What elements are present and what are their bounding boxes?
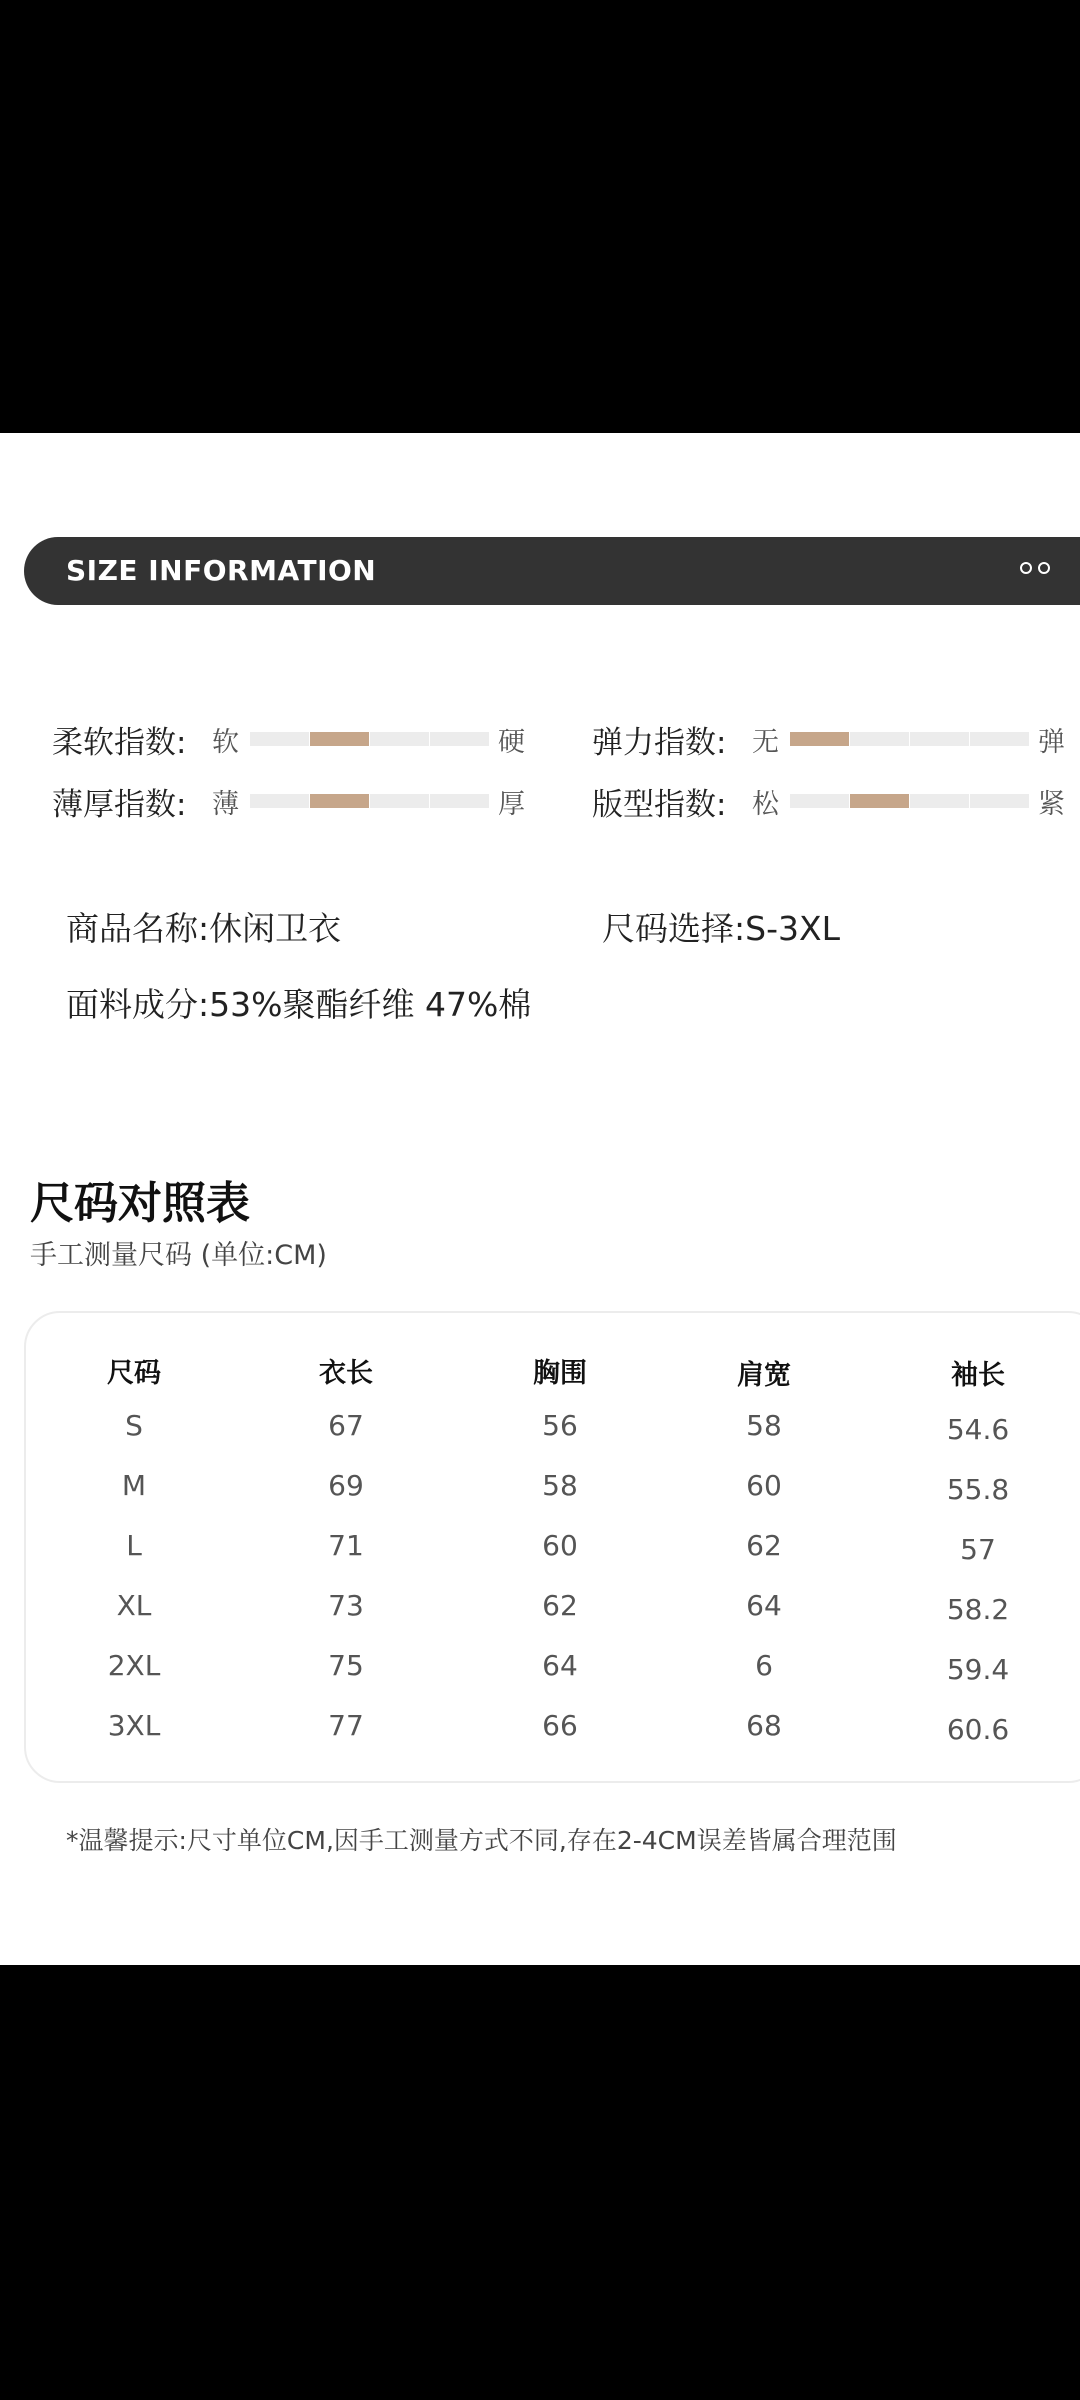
table-cell: 62 [746, 1529, 782, 1562]
index-low-label: 薄 [212, 788, 239, 820]
index-label: 弹力指数: [592, 724, 727, 761]
table-cell: 3XL [107, 1709, 161, 1742]
index-softness [52, 719, 532, 759]
table-header: 尺码 [107, 1358, 161, 1389]
top-black-area [0, 0, 1080, 433]
table-cell: 2XL [107, 1649, 161, 1682]
index-bar-marker [850, 794, 909, 808]
index-bar-segment [850, 732, 909, 746]
index-bar-marker [310, 732, 369, 746]
index-bar-marker [790, 732, 849, 746]
decorative-dots-icon [1020, 562, 1050, 574]
index-bar-segment [430, 732, 489, 746]
table-cell: 60.6 [946, 1713, 1010, 1746]
index-bar [250, 732, 490, 746]
table-cell: 64 [542, 1649, 578, 1682]
table-cell: S [125, 1409, 143, 1442]
index-high-label: 厚 [498, 788, 525, 820]
fabric-composition: 面料成分:53%聚酯纤维 47%棉 [66, 985, 532, 1024]
bottom-black-area [0, 1965, 1080, 2400]
table-cell: 6 [755, 1649, 773, 1682]
index-bar-segment [430, 794, 489, 808]
size-information-banner [24, 537, 1080, 605]
table-cell: 73 [328, 1589, 364, 1622]
index-high-label: 弹 [1038, 726, 1065, 758]
table-header: 肩宽 [737, 1360, 791, 1391]
table-cell: 58 [746, 1409, 782, 1442]
product-name: 商品名称:休闲卫衣 [66, 909, 342, 948]
table-cell: 60 [542, 1529, 578, 1562]
table-cell: 69 [328, 1469, 364, 1502]
measurement-note: *温馨提示:尺寸单位CM,因手工测量方式不同,存在2-4CM误差皆属合理范围 [66, 1826, 897, 1855]
table-header: 袖长 [951, 1360, 1005, 1391]
index-bar-segment [790, 794, 849, 808]
index-high-label: 硬 [498, 726, 525, 758]
table-cell: 58.2 [946, 1593, 1010, 1626]
size-chart-title: 尺码对照表 [30, 1178, 250, 1229]
table-cell: 64 [746, 1589, 782, 1622]
table-cell: XL [116, 1589, 152, 1622]
table-cell: 60 [746, 1469, 782, 1502]
table-cell: 71 [328, 1529, 364, 1562]
index-bar [250, 794, 490, 808]
index-fit [592, 781, 1072, 821]
table-cell: M [121, 1469, 147, 1502]
circle-icon [1020, 562, 1032, 574]
index-low-label: 松 [752, 788, 779, 820]
index-bar-segment [970, 732, 1029, 746]
table-cell: 67 [328, 1409, 364, 1442]
index-label: 柔软指数: [52, 724, 187, 761]
index-elasticity [592, 719, 1072, 759]
banner-title: SIZE INFORMATION [66, 554, 377, 587]
size-table [24, 1311, 1080, 1783]
index-bar-segment [910, 732, 969, 746]
index-low-label: 软 [212, 726, 239, 758]
table-cell: 68 [746, 1709, 782, 1742]
index-bar [790, 732, 1030, 746]
index-high-label: 紧 [1038, 788, 1065, 820]
index-low-label: 无 [752, 726, 779, 758]
index-bar-segment [250, 794, 309, 808]
table-cell: 66 [542, 1709, 578, 1742]
table-cell: 55.8 [946, 1473, 1010, 1506]
circle-icon [1038, 562, 1050, 574]
table-cell: 54.6 [946, 1413, 1010, 1446]
index-label: 版型指数: [592, 786, 727, 823]
table-cell: 75 [328, 1649, 364, 1682]
table-cell: 59.4 [946, 1653, 1010, 1686]
table-cell: L [126, 1529, 142, 1562]
index-bar-marker [310, 794, 369, 808]
index-bar [790, 794, 1030, 808]
table-cell: 57 [960, 1533, 996, 1566]
table-header: 胸围 [533, 1358, 587, 1389]
size-range: 尺码选择:S-3XL [602, 909, 840, 948]
table-cell: 77 [328, 1709, 364, 1742]
size-info-page [0, 433, 1080, 1965]
index-bar-segment [370, 732, 429, 746]
size-chart-subtitle: 手工测量尺码 (单位:CM) [30, 1240, 327, 1271]
table-cell: 56 [542, 1409, 578, 1442]
table-cell: 58 [542, 1469, 578, 1502]
table-cell: 62 [542, 1589, 578, 1622]
index-label: 薄厚指数: [52, 786, 187, 823]
index-bar-segment [250, 732, 309, 746]
index-bar-segment [910, 794, 969, 808]
index-bar-segment [370, 794, 429, 808]
table-header: 衣长 [319, 1358, 373, 1389]
index-thickness [52, 781, 532, 821]
index-bar-segment [970, 794, 1029, 808]
